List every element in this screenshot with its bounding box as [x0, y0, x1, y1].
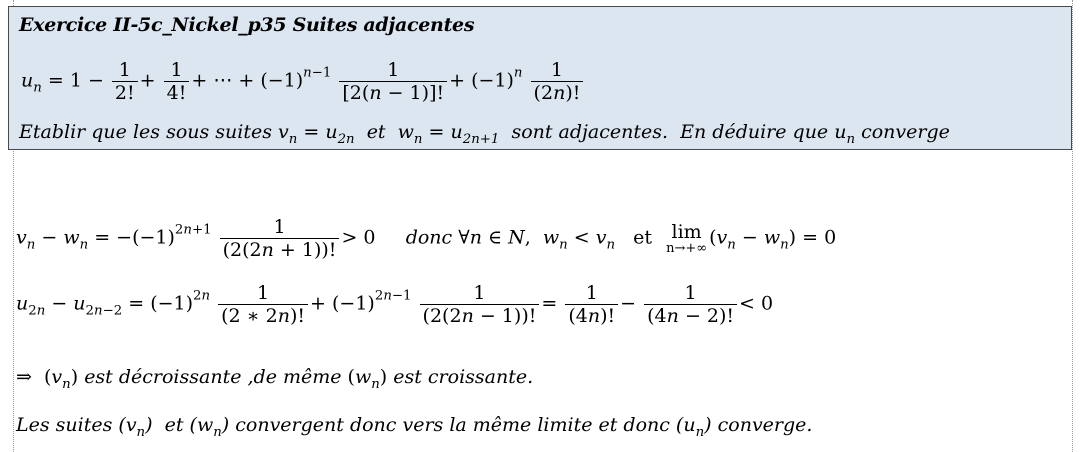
- page-margin-guide-right: [1072, 0, 1073, 452]
- final-conclusion: Les suites $(v_n)$ et $(w_n)$ convergent donc vers la même limite et donc $(u_n)$ converge.: [16, 414, 813, 440]
- un-formula: $u_n = 1$ − $\frac{1}{2!}$ + $\frac{1}{4!}$ + ⋯ + $(-1)^{n-1}$ $\frac{1}{[2(n - 1)]!}$ + $(-1)^n$ $\frac{1}{(2n)!}$: [21, 59, 585, 104]
- exercise-title: Exercice II-5c_Nickel_p35 Suites adjacentes: [19, 14, 475, 36]
- u2n-difference-formula: $u_{2n} - u_{2n-2} = (-1)^{2n}$ $\frac{1}{(2 ∗ 2n)!}$ + $(-1)^{2n-1}$ $\frac{1}{(2(2n - 1))!}$ = $\frac{1}{(4n)!}$ − $\frac{1}{(4n - 2)!}$ < 0: [16, 282, 774, 327]
- exercise-statement: Etablir que les sous suites $v_n = u_{2n}$ et $w_n = u_{2n+1}$ sont adjacentes. En déduire que $u_n$ converge: [19, 121, 950, 147]
- vn-minus-wn-formula: $v_n - w_n = -(-1)^{2n+1}$ $\frac{1}{(2(2n + 1))!}$ > 0 donc ∀n ∈ N, $w_n < v_n$ et lim n→+∞ $(v_n - w_n) = 0$: [16, 216, 837, 261]
- exercise-box: [8, 6, 1072, 150]
- monotonicity-conclusion: ⇒ $(v_n)$ est décroissante ,de même $(w_n)$ est croissante.: [16, 366, 534, 392]
